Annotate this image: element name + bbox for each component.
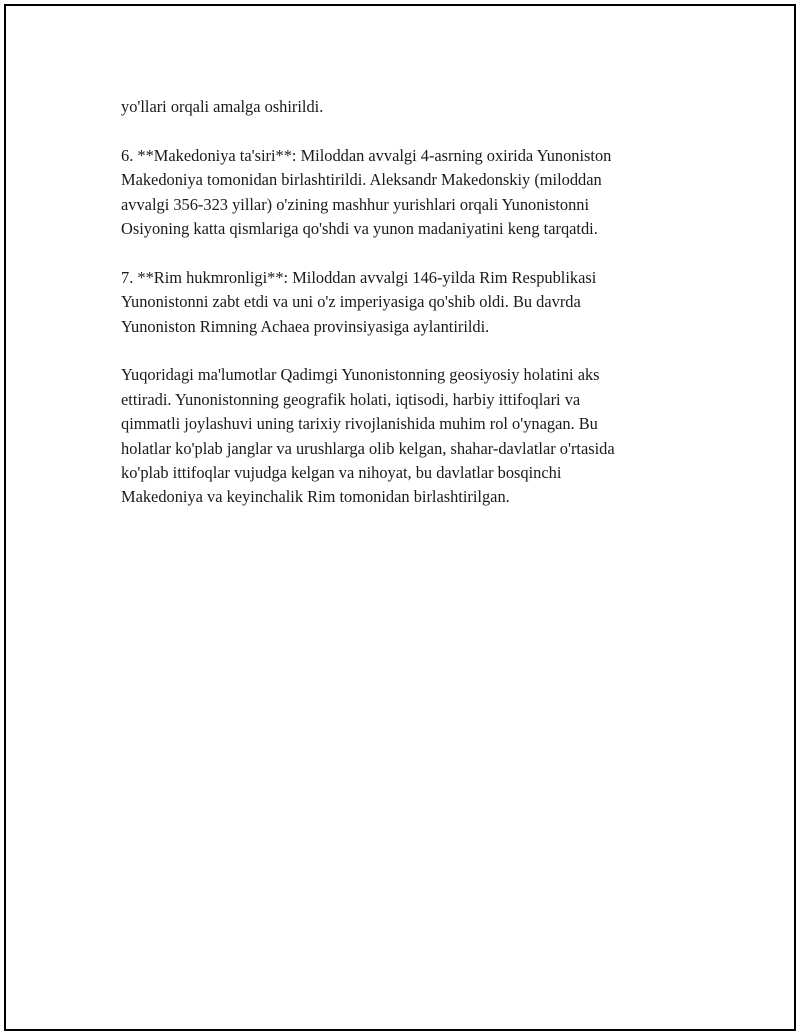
text-line: Yuqoridagi ma'lumotlar Qadimgi Yunonistonning geosiyosiy holatini aks [121,365,600,385]
text-line: Makedoniya tomonidan birlashtirildi. Aleksandr Makedonskiy (miloddan [121,170,602,190]
text-line: avvalgi 356-323 yillar) o'zining mashhur yurishlari orqali Yunonistonni [121,194,590,214]
text-line: Osiyoning katta qismlariga qo'shdi va yunon madaniyatini keng tarqatdi. [121,219,598,239]
paragraph-rim [121,266,681,339]
text-line: ko'plab ittifoqlar vujudga kelgan va nihoyat, bu davlatlar bosqinchi [121,463,562,483]
text-line: Makedoniya va keyinchalik Rim tomonidan birlashtirilgan. [121,487,510,507]
document-body [121,95,681,534]
paragraph-makedoniya [121,144,681,242]
text-line: Yunonistonni zabt etdi va uni o'z imperiyasiga qo'shib oldi. Bu davrda [121,292,581,312]
text-line: ettiradi. Yunonistonning geografik holati, iqtisodi, harbiy ittifoqlari va [121,389,581,409]
text-line: 7. **Rim hukmronligi**: Miloddan avvalgi 146-yilda Rim Respublikasi [121,267,597,287]
text-line: holatlar ko'plab janglar va urushlarga olib kelgan, shahar-davlatlar o'rtasida [121,438,615,458]
text-line: yo'llari orqali amalga oshirildi. [121,97,324,116]
paragraph-summary [121,363,681,509]
text-line: qimmatli joylashuvi uning tarixiy rivojlanishida muhim rol o'ynagan. Bu [121,414,598,434]
document-page [4,4,796,1031]
text-line: Yunoniston Rimning Achaea provinsiyasiga aylantirildi. [121,316,490,336]
text-line: 6. **Makedoniya ta'siri**: Miloddan avvalgi 4-asrning oxirida Yunoniston [121,145,612,165]
paragraph-continuation [121,95,681,119]
